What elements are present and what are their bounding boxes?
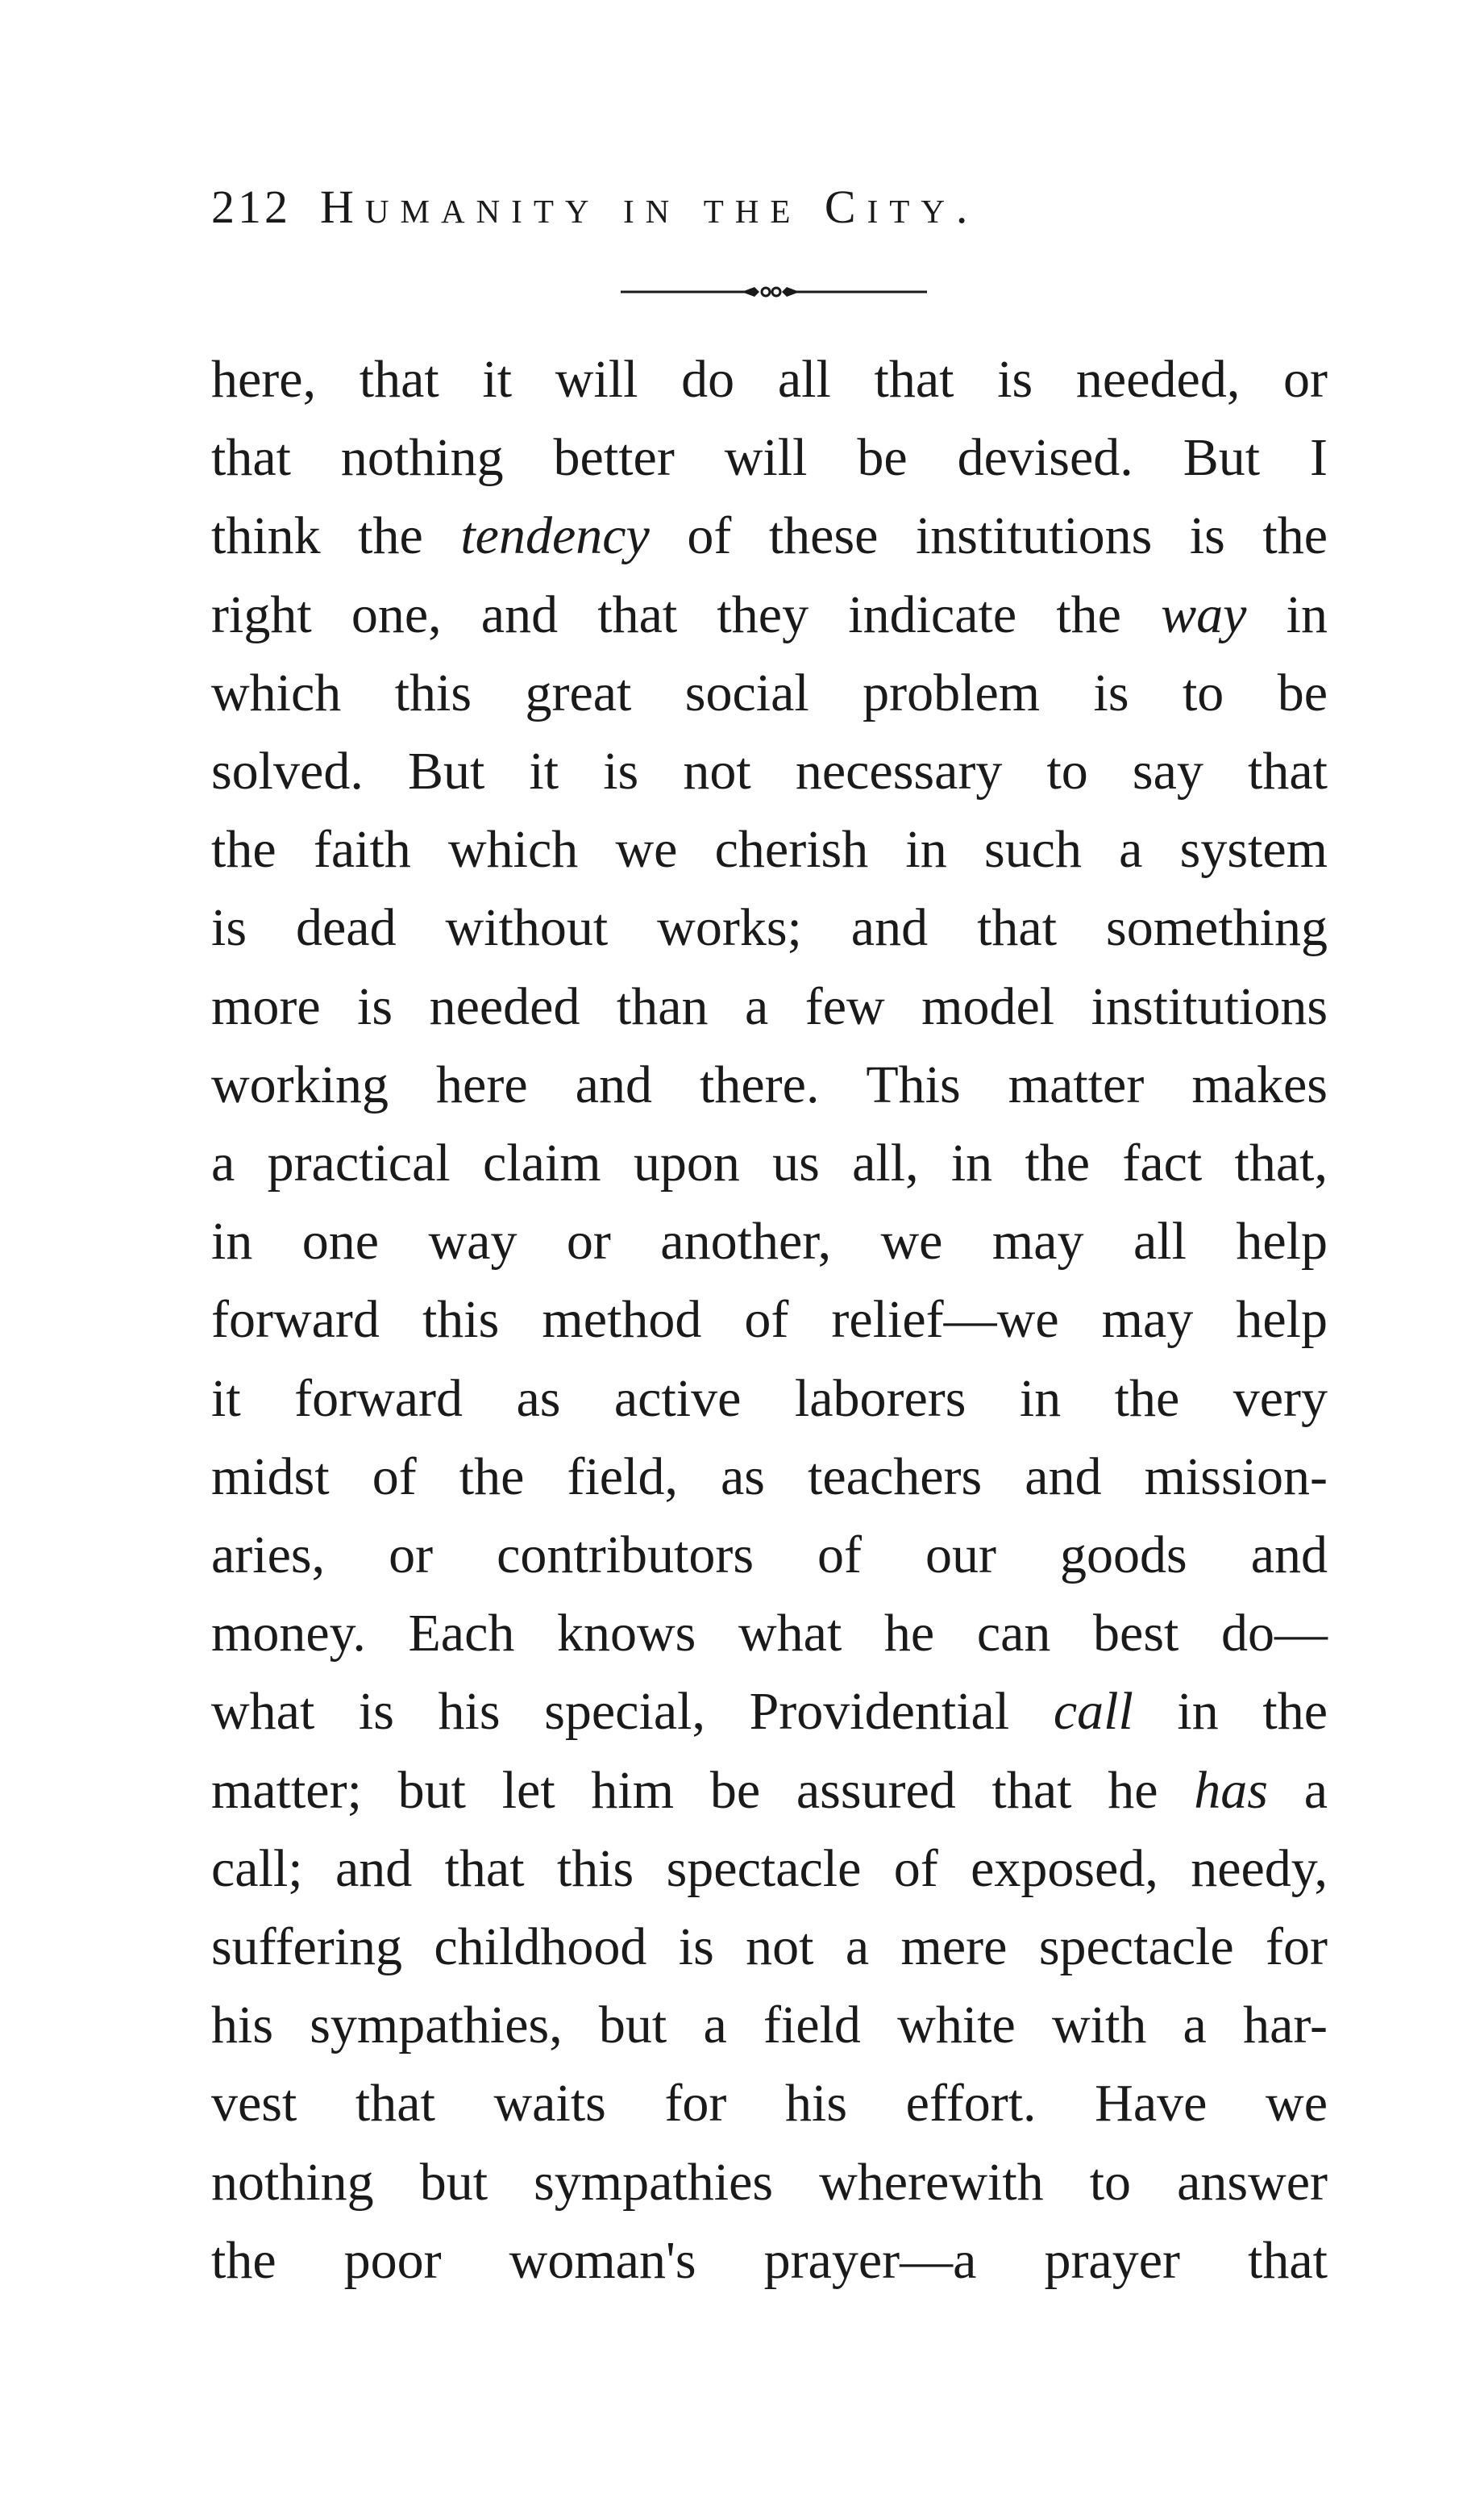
line-text: of these institutions is the <box>649 506 1328 566</box>
text-line <box>211 810 1328 889</box>
line-text: a <box>1267 1760 1328 1820</box>
running-title: Humanity in the City. <box>320 181 979 233</box>
line-text: it forward as active laborers in the very <box>211 1368 1328 1428</box>
text-line <box>211 1359 1328 1438</box>
line-text: think the <box>211 506 461 566</box>
text-line <box>211 968 1328 1046</box>
text-line <box>211 1202 1328 1280</box>
text-line <box>211 2143 1328 2221</box>
line-text: the poor woman's prayer—a prayer that <box>211 2230 1328 2290</box>
text-line <box>211 889 1328 967</box>
emphasis-word: has <box>1194 1760 1268 1820</box>
line-text: in one way or another, we may all help <box>211 1212 1328 1272</box>
ornament-divider <box>621 284 927 300</box>
text-line <box>211 732 1328 810</box>
line-text: midst of the field, as teachers and mission- <box>211 1447 1328 1506</box>
line-text: which this great social problem is to be <box>211 663 1328 722</box>
line-text: aries, or contributors of our goods and <box>211 1526 1328 1584</box>
line-text: vest that waits for his effort. Have we <box>211 2074 1328 2133</box>
text-line <box>211 1438 1328 1516</box>
text-line <box>211 497 1328 575</box>
text-line <box>211 1280 1328 1359</box>
line-text: nothing but sympathies wherewith to answer <box>211 2152 1328 2212</box>
text-line <box>211 654 1328 732</box>
text-line <box>211 576 1328 654</box>
line-text: suffering childhood is not a mere spectacle for <box>211 1917 1328 1976</box>
line-text: the faith which we cherish in such a system <box>211 820 1328 880</box>
text-line <box>211 1830 1328 1908</box>
emphasis-word: call <box>1053 1682 1133 1742</box>
line-text: forward this method of relief—we may help <box>211 1290 1328 1350</box>
line-text: matter; but let him be assured that he <box>211 1760 1195 1820</box>
text-line <box>211 1124 1328 1202</box>
page-number: 212 <box>211 181 291 233</box>
emphasis-word: tendency <box>460 506 650 566</box>
line-text: a practical claim upon us all, in the fact that, <box>211 1134 1328 1193</box>
text-line <box>211 2064 1328 2142</box>
line-text: is dead without works; and that something <box>211 898 1328 958</box>
text-line <box>211 1046 1328 1124</box>
line-text: that nothing better will be devised. But I <box>211 428 1328 488</box>
line-text: more is needed than a few model institutions <box>211 976 1328 1036</box>
line-text: in <box>1246 585 1328 644</box>
text-line <box>211 340 1328 418</box>
line-text: what is his special, Providential <box>211 1682 1054 1742</box>
text-line <box>211 1516 1328 1594</box>
line-text: solved. But it is not necessary to say that <box>211 742 1328 801</box>
text-line <box>211 418 1328 497</box>
line-text: his sympathies, but a field white with a har- <box>211 1996 1328 2055</box>
line-text: in the <box>1133 1682 1328 1742</box>
text-line <box>211 1672 1328 1750</box>
line-text: money. Each knows what he can best do— <box>211 1604 1328 1663</box>
text-line <box>211 1986 1328 2064</box>
line-text: call; and that this spectacle of exposed, needy, <box>211 1838 1328 1898</box>
emphasis-word: way <box>1161 585 1247 644</box>
text-line <box>211 1751 1328 1830</box>
text-line <box>211 1908 1328 1986</box>
line-text: right one, and that they indicate the <box>211 585 1162 644</box>
running-header <box>211 171 1340 244</box>
line-text: here, that it will do all that is needed, or <box>211 350 1328 409</box>
text-line <box>211 2221 1328 2300</box>
text-line <box>211 1594 1328 1672</box>
line-text: working here and there. This matter makes <box>211 1055 1328 1114</box>
